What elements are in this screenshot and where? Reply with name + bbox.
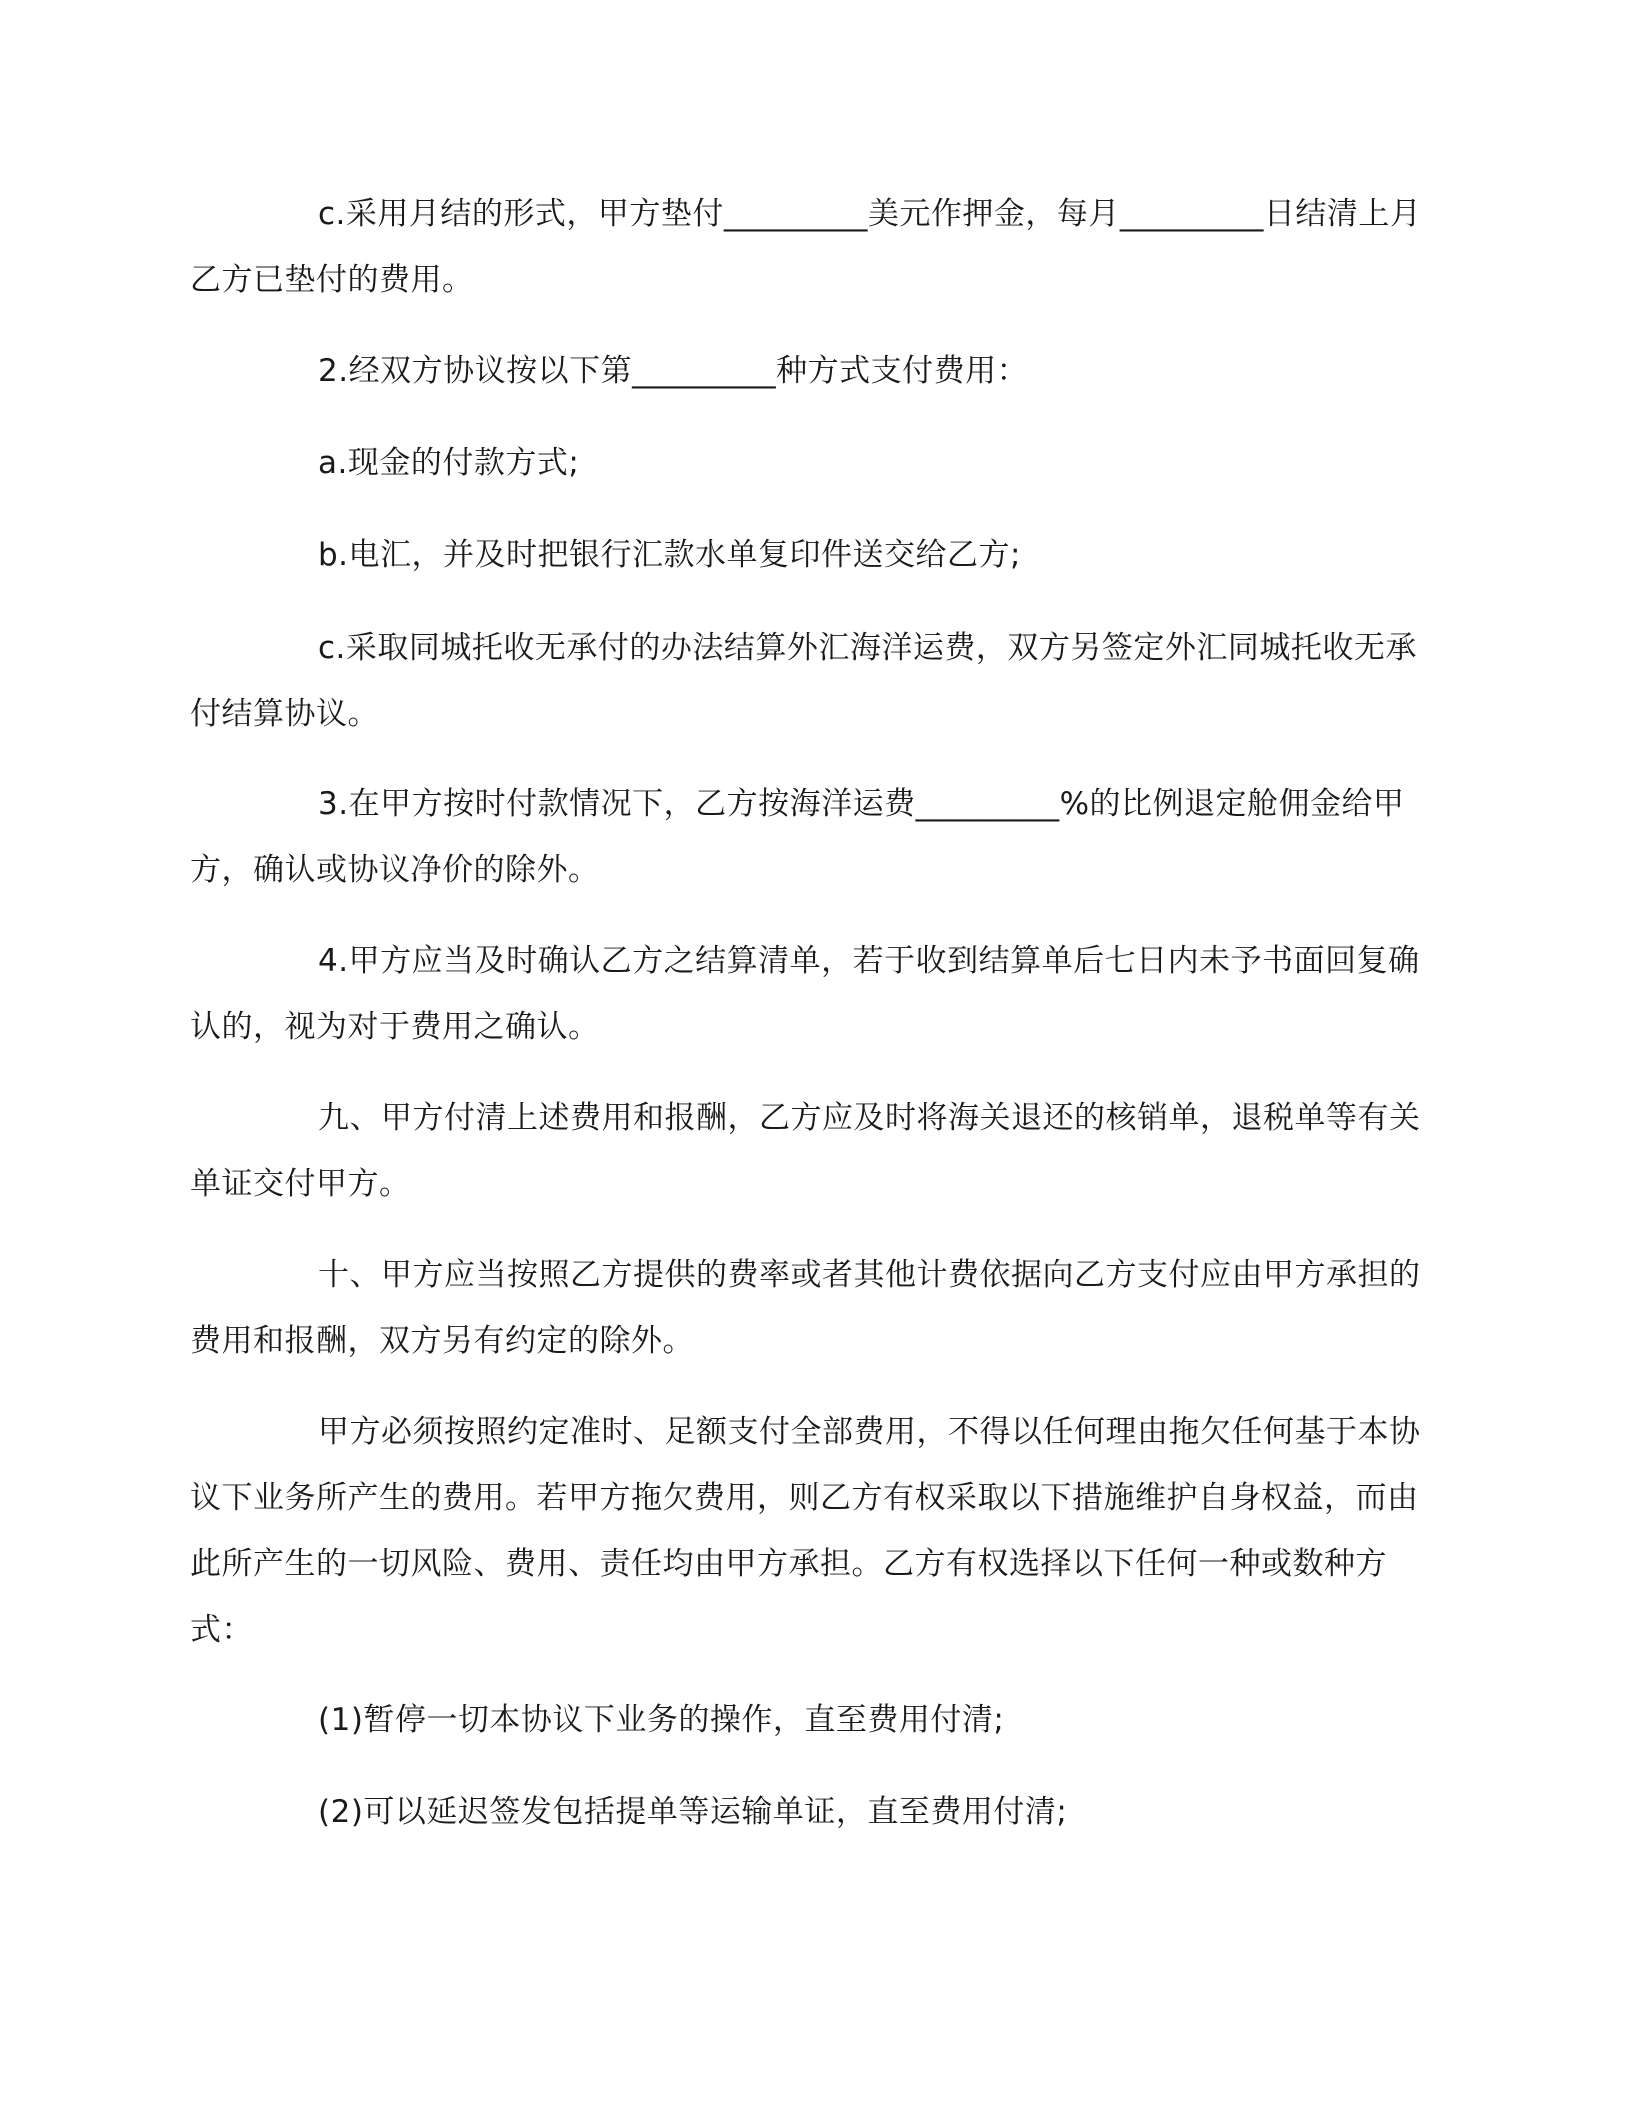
paragraph-section-nine: 九、甲方付清上述费用和报酬，乙方应及时将海关退还的核销单，退税单等有关单证交付甲方。 [190, 1100, 1421, 1202]
paragraph-commission-refund: 3.在甲方按时付款情况下，乙方按海洋运费_________%的比例退定舱佣金给甲方，确认或协议净价的除外。 [190, 786, 1405, 888]
paragraph-section-ten: 十、甲方应当按照乙方提供的费率或者其他计费依据向乙方支付应由甲方承担的费用和报酬，双方另有约定的除外。 [190, 1257, 1421, 1359]
paragraph-measure-delay-documents: (2)可以延迟签发包括提单等运输单证，直至费用付清; [318, 1794, 1068, 1830]
paragraph-monthly-settlement: c.采用月结的形式，甲方垫付_________美元作押金，每月_________日结清上月乙方已垫付的费用。 [190, 196, 1422, 298]
paragraph-statement-confirmation: 4.甲方应当及时确认乙方之结算清单，若于收到结算单后七日内未予书面回复确认的，视为对于费用之确认。 [190, 943, 1420, 1045]
paragraph-arrears-measures: 甲方必须按照约定准时、足额支付全部费用，不得以任何理由拖欠任何基于本协议下业务所产生的费用。若甲方拖欠费用，则乙方有权采取以下措施维护自身权益，而由此所产生的一切风险、费用、责任均由甲方承担。乙方有权选择以下任何一种或数种方式： [190, 1414, 1421, 1648]
paragraph-collection-settlement: c.采取同城托收无承付的办法结算外汇海洋运费，双方另签定外汇同城托收无承付结算协议。 [190, 630, 1417, 732]
paragraph-cash-payment: a.现金的付款方式; [318, 445, 580, 481]
paragraph-payment-method-choice: 2.经双方协议按以下第_________种方式支付费用： [318, 353, 1029, 389]
paragraph-measure-suspend: (1)暂停一切本协议下业务的操作，直至费用付清; [318, 1702, 1005, 1738]
paragraph-wire-transfer: b.电汇，并及时把银行汇款水单复印件送交给乙方; [318, 537, 1021, 573]
